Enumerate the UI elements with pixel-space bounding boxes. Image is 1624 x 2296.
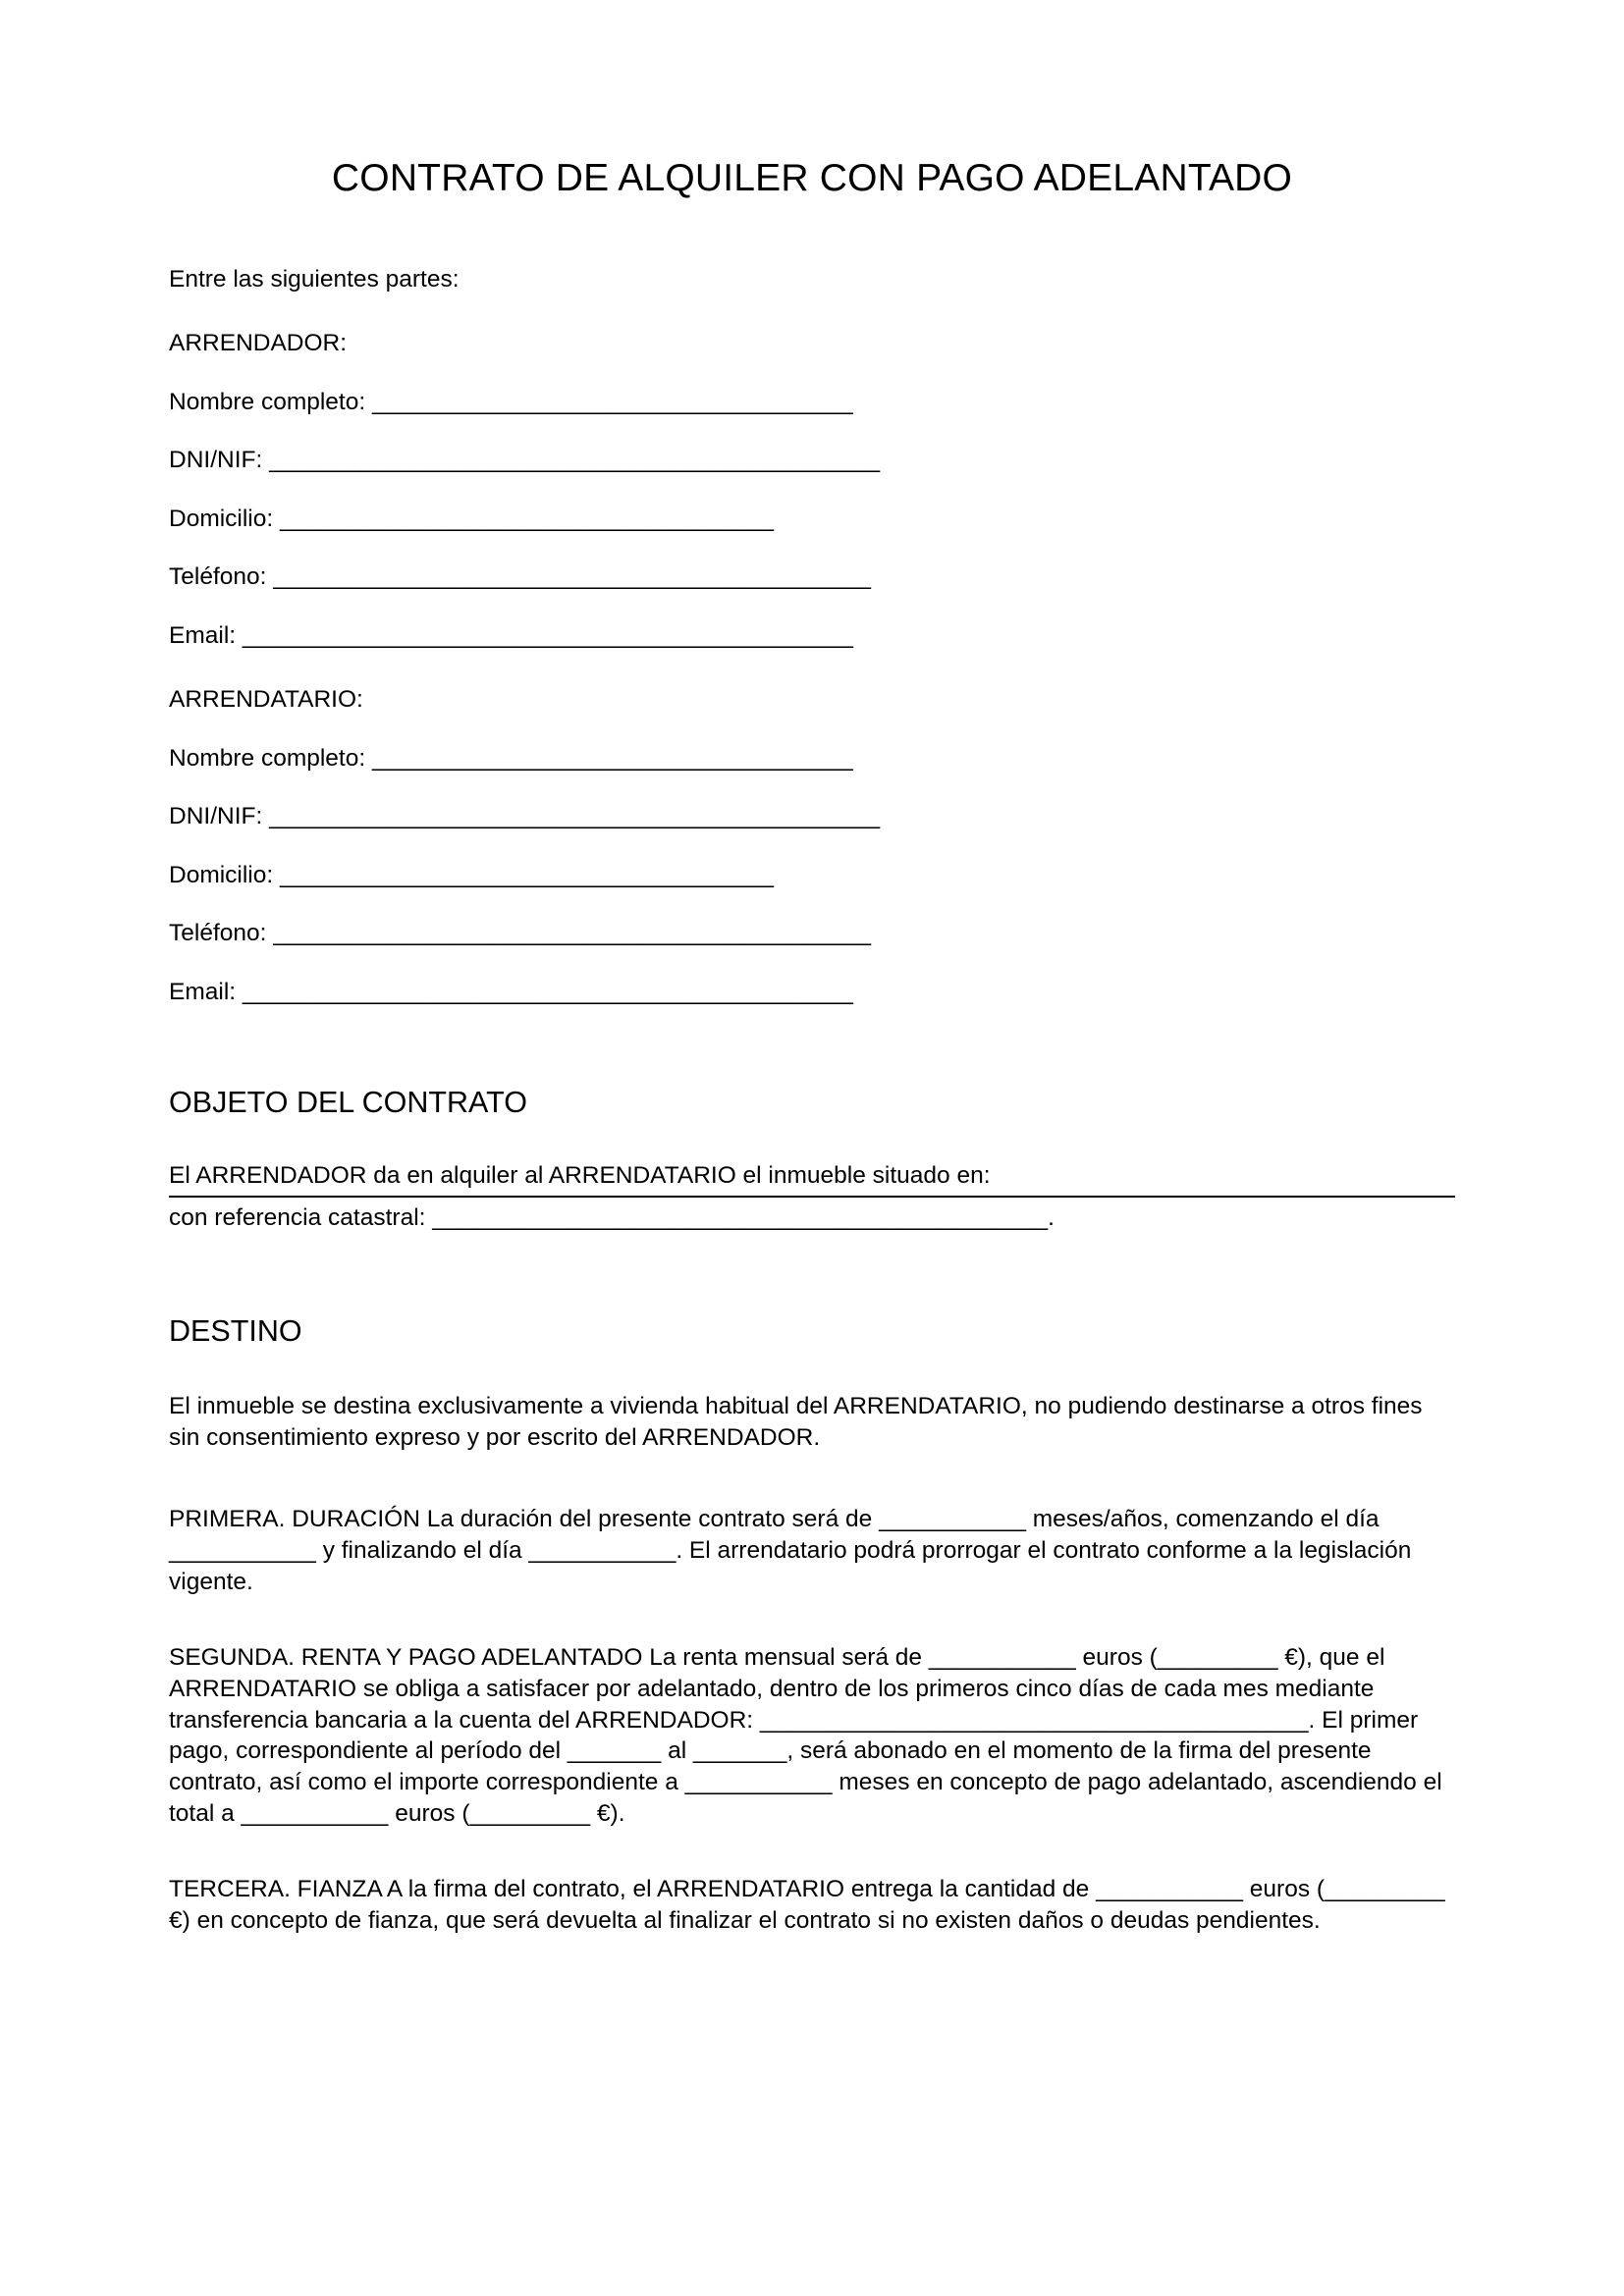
clause-tercera: TERCERA. FIANZA A la firma del contrato, el ARRENDATARIO entrega la cantidad de ___________ euros (_________ €) en concepto de fianza, que será devuelta al finalizar el contrato si no existen daños o deudas pendientes. (169, 1875, 1445, 1934)
clause-primera: PRIMERA. DURACIÓN La duración del presente contrato será de ___________ meses/años, comenzando el día ___________ y finalizando el día ___________. El arrendatario podrá prorrogar el contrato conforme a la legislación vigente. (169, 1506, 1412, 1596)
field-blank[interactable]: _______________________________________________ (269, 447, 880, 474)
field-blank[interactable]: _______________________________________________ (242, 978, 853, 1005)
tenant-heading: ARRENDATARIO: (169, 686, 363, 714)
field-blank[interactable]: _______________________________________________ (269, 803, 880, 830)
field-label: Teléfono: (169, 563, 274, 591)
field-blank[interactable]: ______________________________________________ (273, 563, 871, 591)
catastral-label: con referencia catastral: (169, 1203, 433, 1231)
field-blank[interactable]: _______________________________________________ (242, 621, 853, 649)
landlord-heading: ARRENDADOR: (169, 330, 348, 357)
document-content (169, 0, 1455, 1937)
section-heading-objeto: OBJETO DEL CONTRATO (169, 1086, 527, 1120)
field-label: Domicilio: (169, 861, 280, 888)
tenant-field-nombre (169, 744, 1455, 772)
objeto-paragraph: El ARRENDADOR da en alquiler al ARRENDATARIO el inmueble situado en: (169, 1161, 991, 1189)
address-blank-rule[interactable] (169, 1196, 1455, 1198)
field-label: Teléfono: (169, 920, 274, 947)
field-blank[interactable]: ______________________________________ (280, 505, 774, 532)
destino-paragraph: El inmueble se destina exclusivamente a vivienda habitual del ARRENDATARIO, no pudiendo destinarse a otros fines sin consentimiento expreso y por escrito del ARRENDADOR. (169, 1392, 1423, 1451)
catastral-blank[interactable]: ______________________________________________ (432, 1203, 1049, 1231)
landlord-field-email (169, 621, 1455, 649)
field-label: Nombre completo: (169, 744, 372, 772)
intro-line: Entre las siguientes partes: (169, 265, 460, 293)
tenant-field-telefono (169, 922, 1455, 946)
landlord-field-dni (169, 449, 1455, 473)
page-title: CONTRATO DE ALQUILER CON PAGO ADELANTADO (331, 157, 1293, 199)
field-blank[interactable]: ______________________________________ (280, 861, 774, 888)
field-label: Nombre completo: (169, 388, 372, 415)
tenant-field-email (169, 978, 1455, 1005)
tenant-field-dni (169, 805, 1455, 829)
field-label: Email: (169, 621, 243, 649)
field-blank[interactable]: ______________________________________________ (273, 920, 871, 947)
landlord-field-nombre (169, 388, 1455, 415)
section-heading-destino: DESTINO (169, 1314, 302, 1349)
field-label: DNI/NIF: (169, 803, 270, 830)
catastral-line (169, 1203, 1455, 1231)
field-label: Email: (169, 978, 243, 1005)
tenant-field-domicilio (169, 861, 1455, 888)
field-blank[interactable]: _____________________________________ (371, 744, 853, 772)
landlord-field-telefono (169, 565, 1455, 590)
field-label: DNI/NIF: (169, 447, 270, 474)
catastral-period: . (1048, 1203, 1055, 1231)
landlord-field-domicilio (169, 507, 1455, 532)
field-label: Domicilio: (169, 505, 280, 532)
field-blank[interactable]: _____________________________________ (371, 388, 853, 415)
clause-segunda: SEGUNDA. RENTA Y PAGO ADELANTADO La renta mensual será de ___________ euros (_________ €), que el ARRENDATARIO se obliga a satisfacer por adelantado, dentro de los primeros cinco días de cada mes mediante transferencia bancaria a la cuenta del ARRENDADOR: _________________________________________. El primer pago, correspondiente al período del _______ al _______, será abonado en el momento de la firma del presente contrato, así como el importe correspondiente a ___________ meses en concepto de pago adelantado, ascendiendo el total a ___________ euros (_________ €). (169, 1643, 1442, 1828)
